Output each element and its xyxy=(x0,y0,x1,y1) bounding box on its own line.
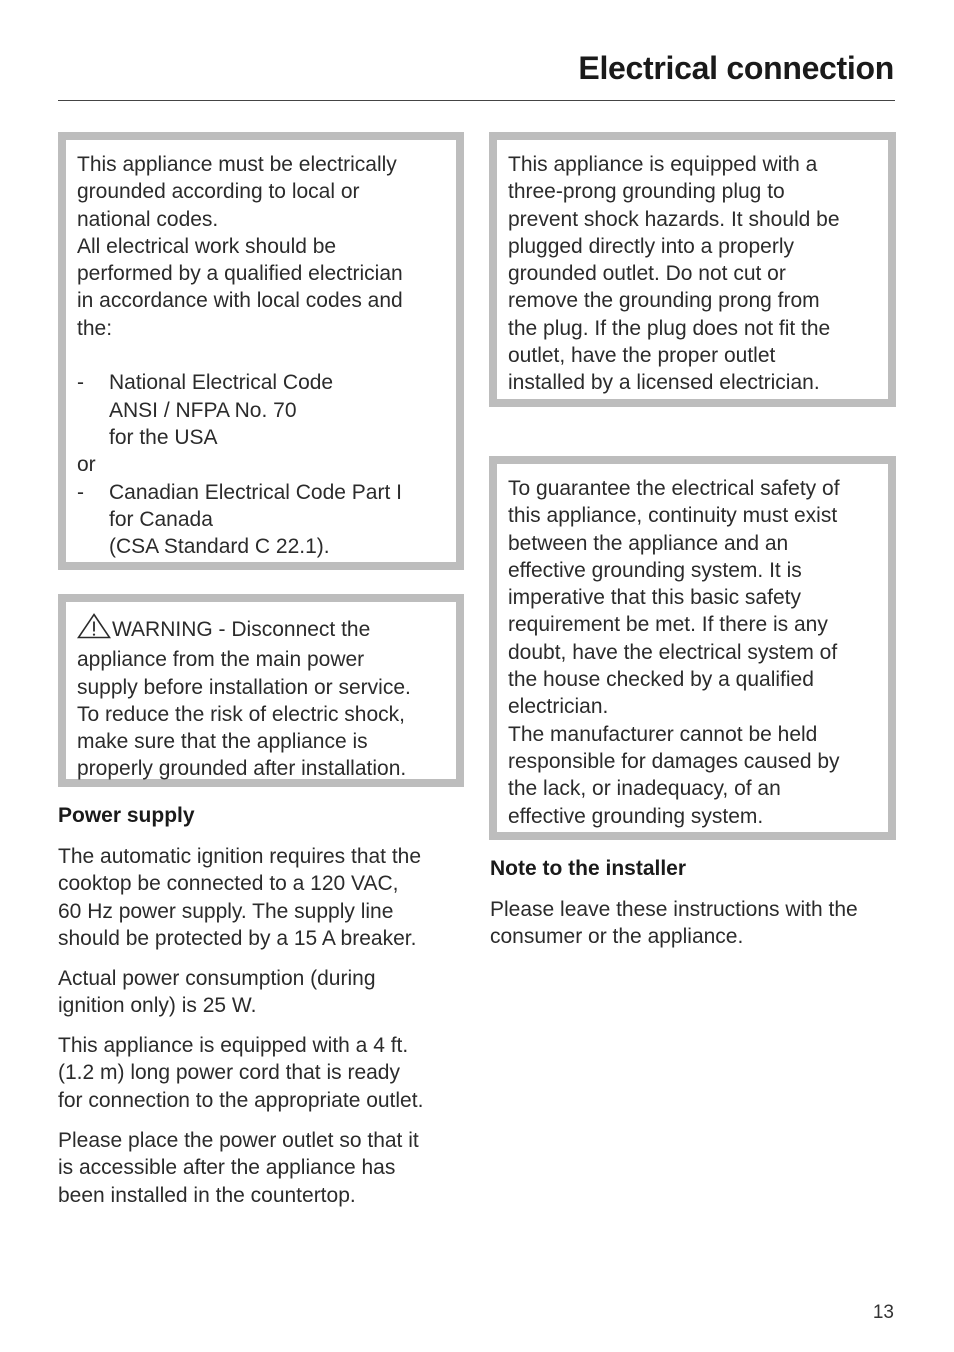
text-line: effective grounding system. It is xyxy=(508,558,802,582)
text-line: Canadian Electrical Code Part I xyxy=(109,480,402,504)
text-line: 60 Hz power supply. The supply line xyxy=(58,899,394,923)
text-line: in accordance with local codes and xyxy=(77,289,403,313)
text-line: effective grounding system. xyxy=(508,804,764,828)
text-line: This appliance is equipped with a xyxy=(508,153,818,176)
list-dash: - xyxy=(77,371,84,395)
text-line: supply before installation or service. xyxy=(77,675,411,699)
text-line: The automatic ignition requires that the xyxy=(58,845,422,868)
text-line: grounded according to local or xyxy=(77,180,360,204)
text-line: To reduce the risk of electric shock, xyxy=(77,702,405,726)
text-line: cooktop be connected to a 120 VAC, xyxy=(58,872,399,896)
text-line: WARNING - Disconnect the xyxy=(112,618,371,641)
power-cord-paragraph xyxy=(58,1032,423,1114)
text-line: National Electrical Code xyxy=(109,371,334,395)
text-line: ignition only) is 25 W. xyxy=(58,994,257,1018)
text-line: between the appliance and an xyxy=(508,531,789,555)
electrical-safety-box xyxy=(489,456,896,840)
text-line: is accessible after the appliance has xyxy=(58,1156,396,1180)
page-number: 13 xyxy=(872,1302,894,1323)
text-line: for the USA xyxy=(109,425,218,449)
power-supply-heading: Power supply xyxy=(58,804,195,827)
power-outlet-paragraph xyxy=(58,1127,419,1209)
text-line: consumer or the appliance. xyxy=(490,925,744,949)
text-line: for connection to the appropriate outlet. xyxy=(58,1088,424,1112)
header-divider xyxy=(58,100,895,101)
text-line: Please leave these instructions with the xyxy=(490,898,858,921)
text-line: the lack, or inadequacy, of an xyxy=(508,777,781,801)
code-list-item-usa xyxy=(77,369,445,451)
grounding-intro xyxy=(77,151,445,342)
warning-triangle-icon xyxy=(77,613,111,646)
text-line: this appliance, continuity must exist xyxy=(508,504,838,528)
text-line: grounded outlet. Do not cut or xyxy=(508,262,786,286)
text-line: been installed in the countertop. xyxy=(58,1183,356,1207)
text-line: properly grounded after installation. xyxy=(77,757,407,781)
text-line: prevent shock hazards. It should be xyxy=(508,207,840,231)
grounding-plug-box xyxy=(489,132,896,407)
text-line: requirement be met. If there is any xyxy=(508,613,828,637)
text-line: The manufacturer cannot be held xyxy=(508,722,818,746)
text-line: imperative that this basic safety xyxy=(508,586,801,610)
text-line: This appliance is equipped with a 4 ft. xyxy=(58,1034,409,1057)
text-line: the: xyxy=(77,316,113,340)
power-consumption-paragraph xyxy=(58,965,376,1020)
text-line: performed by a qualified electrician xyxy=(77,262,403,286)
power-supply-paragraph xyxy=(58,843,421,952)
or-text: or xyxy=(77,453,96,477)
text-line: for Canada xyxy=(109,507,213,531)
text-line: installed by a licensed electrician. xyxy=(508,371,820,395)
text-line: ANSI / NFPA No. 70 xyxy=(109,398,297,422)
text-line: electrician. xyxy=(508,695,609,719)
warning-box xyxy=(58,594,464,787)
text-line: the house checked by a qualified xyxy=(508,668,814,692)
grounding-plug-text xyxy=(508,151,877,397)
installer-note-heading: Note to the installer xyxy=(490,857,687,880)
text-line: To guarantee the electrical safety of xyxy=(508,477,840,500)
code-list-item-canada xyxy=(77,479,445,561)
text-line: the plug. If the plug does not fit the xyxy=(508,316,831,340)
text-line: three-prong grounding plug to xyxy=(508,180,785,204)
installer-note-paragraph xyxy=(490,896,858,951)
text-line: national codes. xyxy=(77,207,219,231)
text-line: (1.2 m) long power cord that is ready xyxy=(58,1061,400,1085)
text-line: This appliance must be electrically xyxy=(77,153,397,176)
text-line: doubt, have the electrical system of xyxy=(508,640,838,664)
electrical-safety-text xyxy=(508,475,877,830)
text-line: Actual power consumption (during xyxy=(58,967,376,990)
page-title: Electrical connection xyxy=(578,50,894,86)
text-line: make sure that the appliance is xyxy=(77,730,368,754)
text-line: (CSA Standard C 22.1). xyxy=(109,535,330,559)
text-line: Please place the power outlet so that it xyxy=(58,1129,419,1152)
text-line: plugged directly into a properly xyxy=(508,234,795,258)
grounding-codes-box xyxy=(58,132,464,570)
text-line: should be protected by a 15 A breaker. xyxy=(58,926,417,950)
list-dash: - xyxy=(77,480,84,504)
text-line: outlet, have the proper outlet xyxy=(508,344,776,368)
text-line: remove the grounding prong from xyxy=(508,289,820,313)
text-line: responsible for damages caused by xyxy=(508,749,840,773)
text-line: appliance from the main power xyxy=(77,648,365,672)
text-line: All electrical work should be xyxy=(77,234,337,258)
warning-text xyxy=(77,613,445,783)
